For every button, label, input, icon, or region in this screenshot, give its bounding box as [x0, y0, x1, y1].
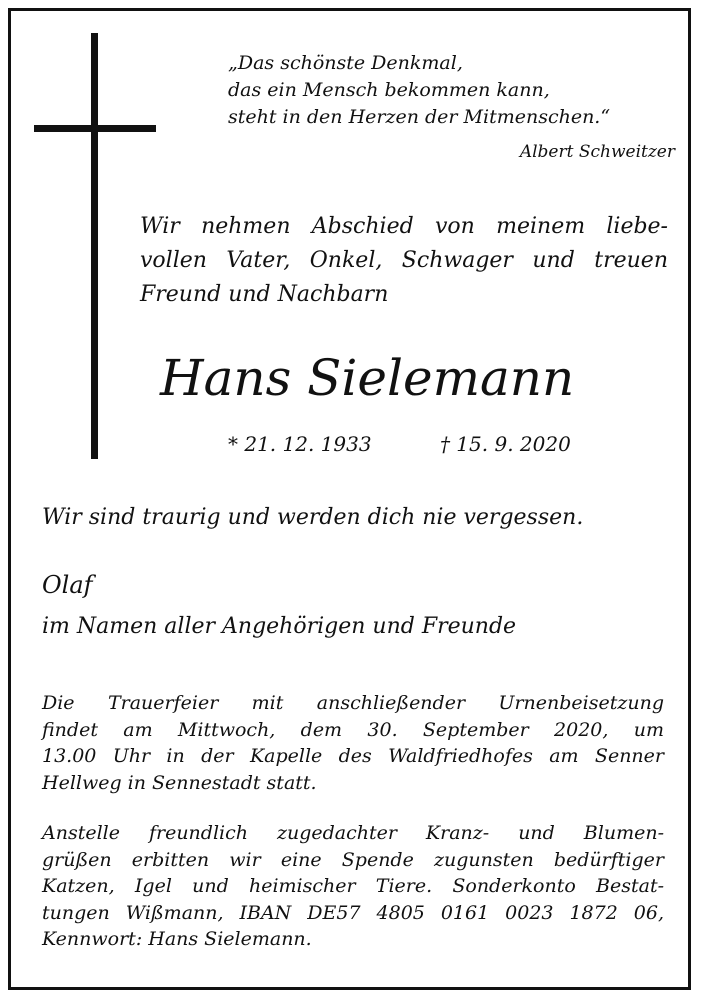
quote-author: Albert Schweitzer: [519, 142, 675, 162]
farewell-line: vollen Vater, Onkel, Schwager und treuen: [140, 248, 668, 273]
ceremony-info: [42, 690, 664, 796]
quote-line: das ein Mensch bekommen kann,: [228, 79, 550, 101]
ceremony-line: 13.00 Uhr in der Kapelle des Waldfriedhofes am Senner: [42, 745, 664, 767]
donation-line: tungen Wißmann, IBAN DE57 4805 0161 0023 1872 06,: [42, 901, 664, 924]
deceased-name: Hans Sielemann: [160, 349, 575, 407]
quote-line: steht in den Herzen der Mitmenschen.“: [228, 106, 611, 128]
farewell-line: Wir nehmen Abschied von meinem liebe-: [140, 214, 668, 239]
quote: [228, 50, 668, 131]
donation-info: [42, 820, 664, 953]
donation-line: Kennwort: Hans Sielemann.: [42, 928, 312, 950]
life-dates: [228, 430, 571, 458]
signatory-name: Olaf: [42, 571, 93, 599]
farewell-text: [140, 210, 668, 312]
birth-date: * 21. 12. 1933: [228, 432, 372, 456]
death-date: † 15. 9. 2020: [439, 432, 571, 456]
donation-line: grüßen erbitten wir eine Spende zugunsten bedürftiger: [42, 848, 664, 871]
cross-horizontal-bar: [34, 125, 156, 132]
cross-vertical-bar: [91, 33, 98, 459]
ceremony-line: findet am Mittwoch, dem 30. September 2020, um: [42, 718, 664, 741]
ceremony-line: Die Trauerfeier mit anschließender Urnenbeisetzung: [42, 692, 664, 714]
donation-line: Anstelle freundlich zugedachter Kranz- und Blumen-: [42, 822, 664, 844]
ceremony-line: Hellweg in Sennestadt statt.: [42, 771, 317, 794]
quote-line: „Das schönste Denkmal,: [228, 52, 463, 74]
donation-line: Katzen, Igel und heimischer Tiere. Sonderkonto Bestat-: [42, 875, 664, 897]
signatory-on-behalf: im Namen aller Angehörigen und Freunde: [42, 614, 517, 639]
farewell-line: Freund und Nachbarn: [140, 282, 389, 307]
mourning-line: Wir sind traurig und werden dich nie vergessen.: [42, 505, 584, 530]
